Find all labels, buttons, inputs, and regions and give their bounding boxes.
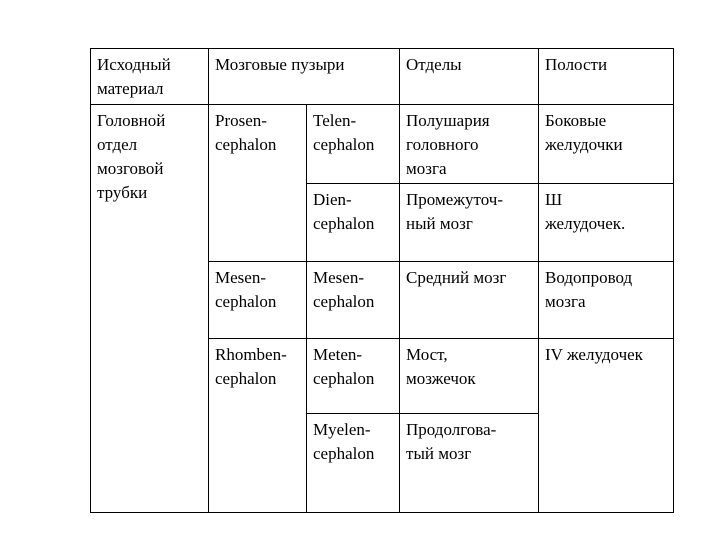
cell-division-diencephalon: Промежуточ- ный мозг bbox=[400, 184, 539, 262]
cell-secondary-mesencephalon: Mesen- cephalon bbox=[307, 262, 400, 339]
brain-development-table bbox=[90, 48, 674, 513]
cell-division-mesencephalon: Средний мозг bbox=[400, 262, 539, 339]
table-header-row bbox=[91, 49, 674, 105]
cell-prosencephalon: Prosen- cephalon bbox=[209, 105, 307, 262]
table-row-telencephalon bbox=[91, 105, 674, 184]
header-brain-vesicles: Мозговые пузыри bbox=[209, 49, 400, 105]
cell-cavity-third-ventricle: Ш желудочек. bbox=[539, 184, 674, 262]
header-cavities: Полости bbox=[539, 49, 674, 105]
cell-telencephalon: Telen- cephalon bbox=[307, 105, 400, 184]
cell-division-myelencephalon: Продолгова- тый мозг bbox=[400, 414, 539, 513]
cell-primary-mesencephalon: Mesen- cephalon bbox=[209, 262, 307, 339]
header-divisions: Отделы bbox=[400, 49, 539, 105]
cell-cavity-aqueduct: Водопровод мозга bbox=[539, 262, 674, 339]
cell-cavity-fourth-ventricle: IV желудочек bbox=[539, 339, 674, 513]
cell-division-metencephalon: Мост, мозжечок bbox=[400, 339, 539, 414]
cell-diencephalon: Dien- cephalon bbox=[307, 184, 400, 262]
cell-metencephalon: Meten- cephalon bbox=[307, 339, 400, 414]
cell-source-material: Головной отдел мозговой трубки bbox=[91, 105, 209, 513]
cell-rhombencephalon: Rhomben- cephalon bbox=[209, 339, 307, 513]
cell-division-telencephalon: Полушария головного мозга bbox=[400, 105, 539, 184]
header-source-material: Исходный материал bbox=[91, 49, 209, 105]
cell-cavity-lateral-ventricles: Боковые желудочки bbox=[539, 105, 674, 184]
cell-myelencephalon: Myelen- cephalon bbox=[307, 414, 400, 513]
